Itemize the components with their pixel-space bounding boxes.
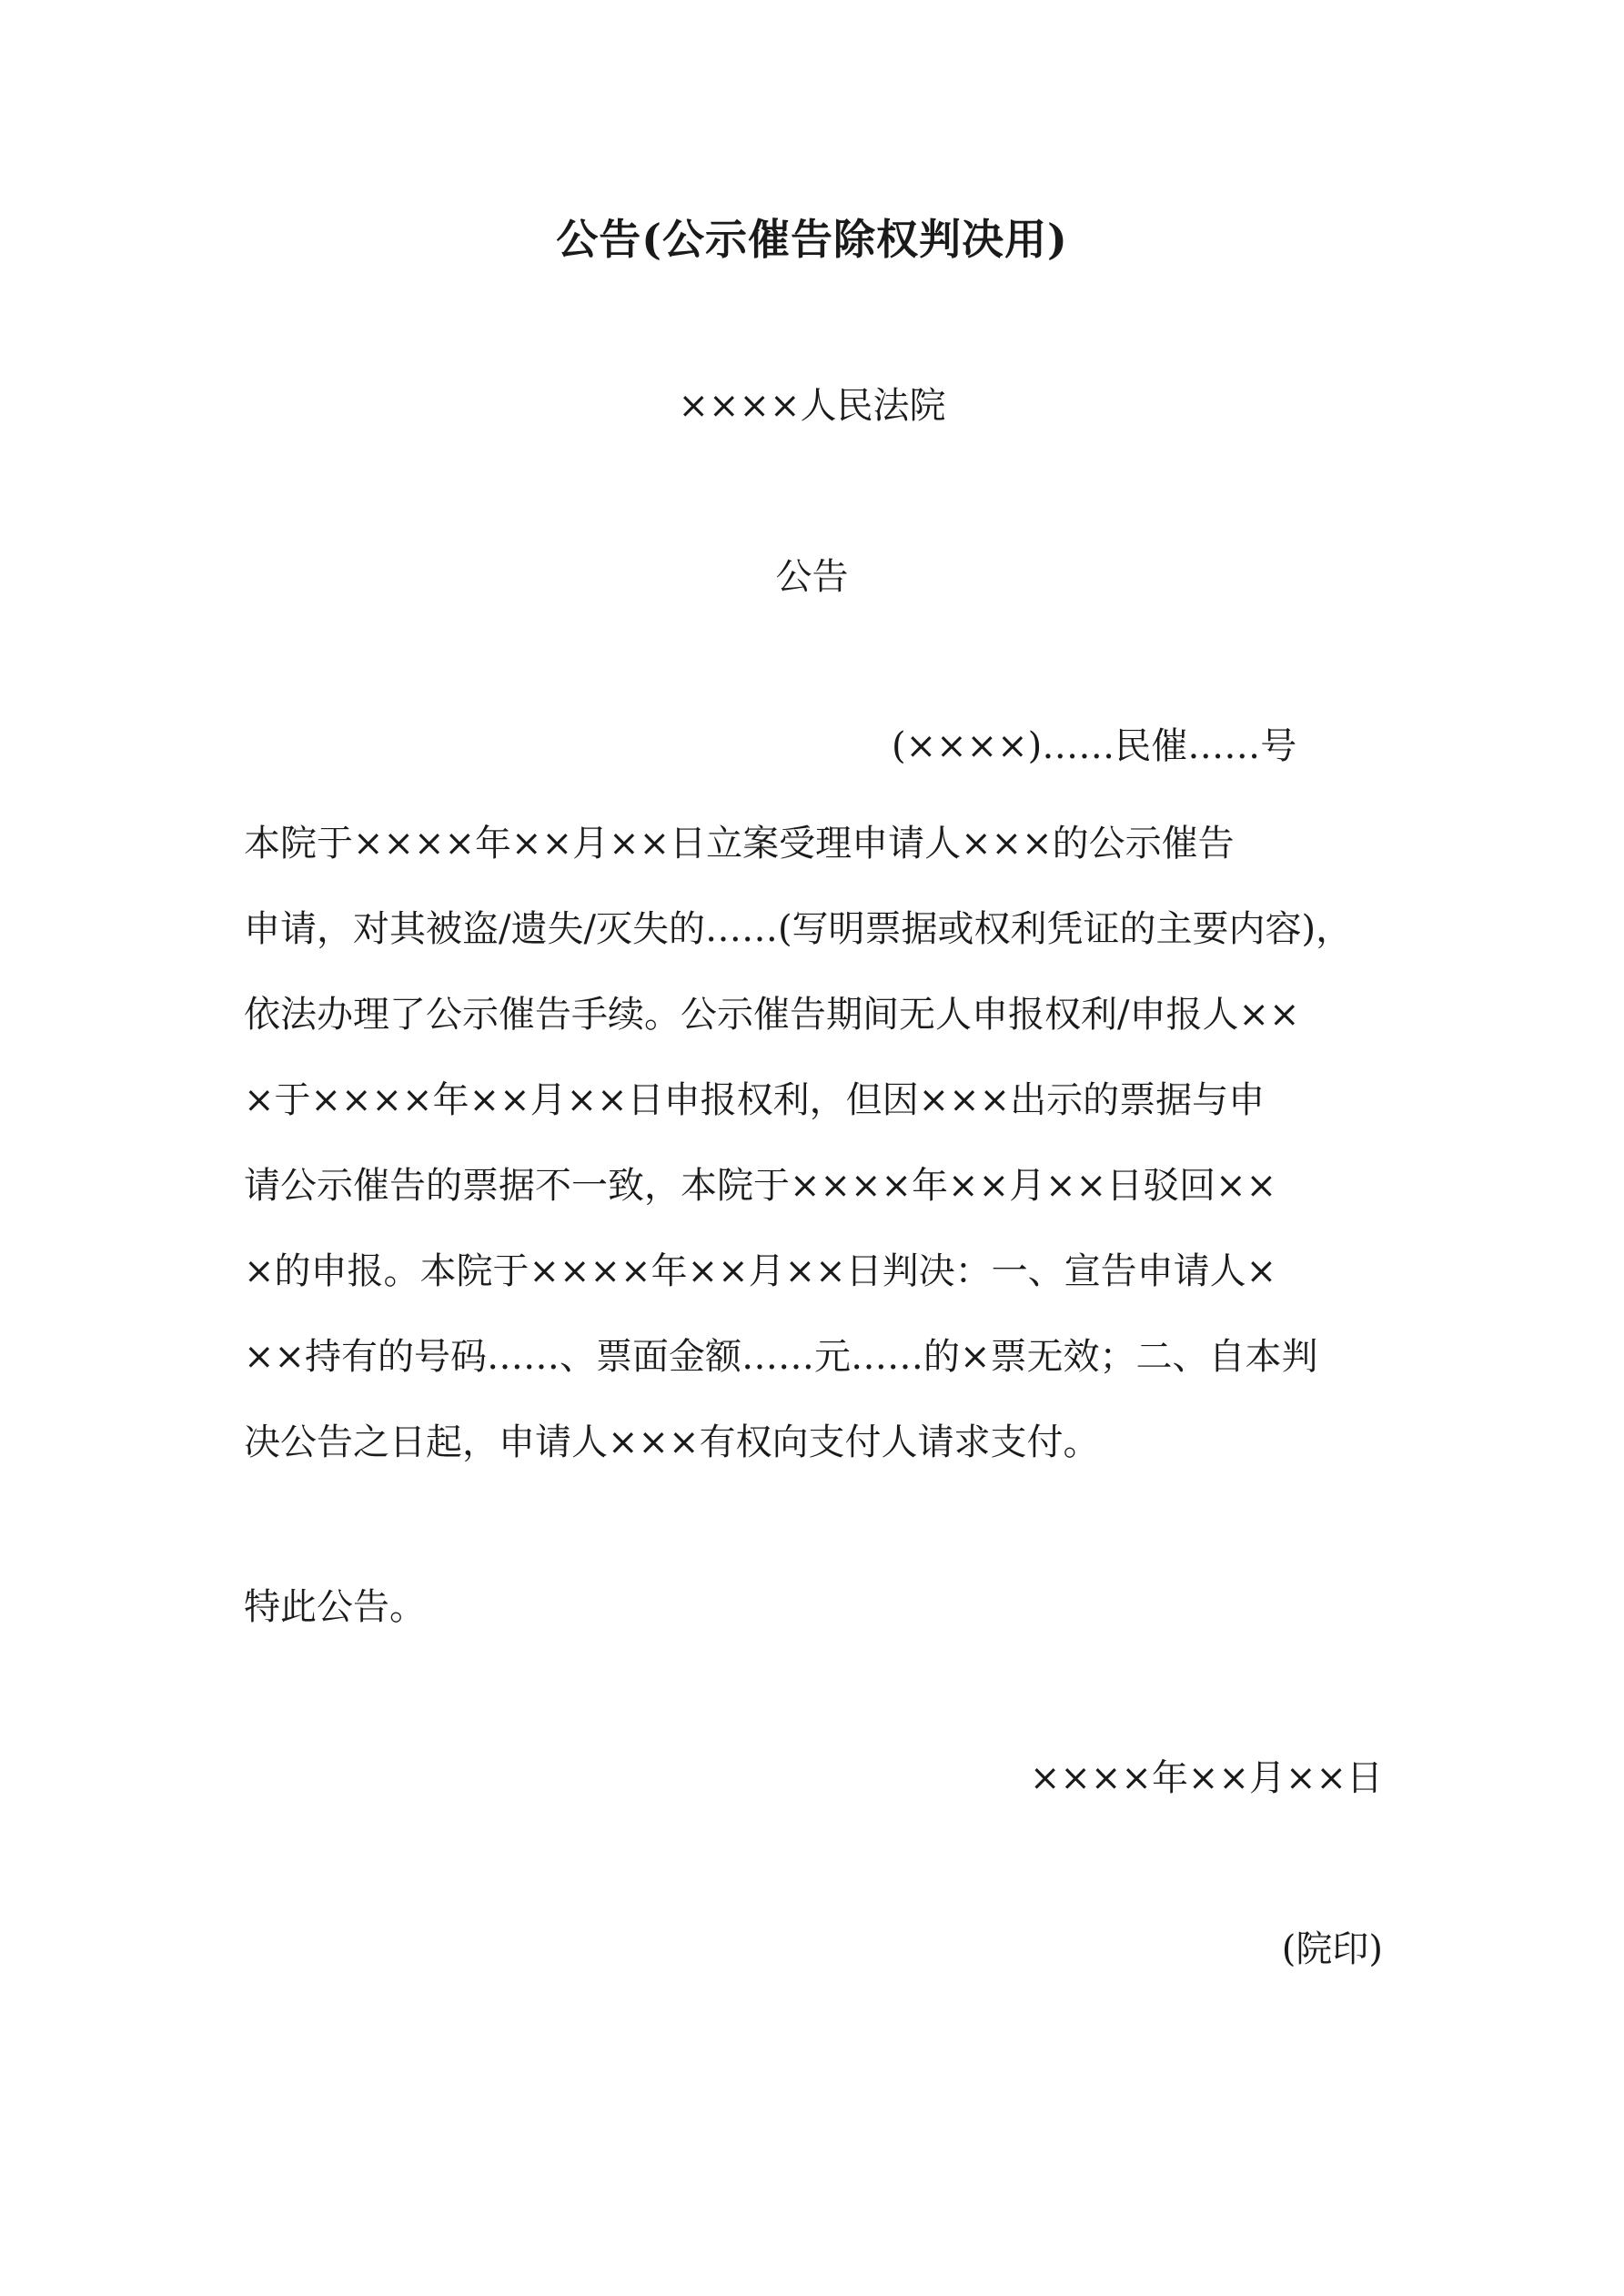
body-line: ×的申报。本院于××××年××月××日判决：一、宣告申请人×: [244, 1250, 1277, 1292]
body-line: 依法办理了公示催告手续。公示催告期间无人申报权利/申报人××: [244, 994, 1300, 1036]
notice-body: [244, 801, 1390, 1485]
notice-heading: 公告: [775, 556, 849, 598]
body-line: 申请，对其被盗/遗失/灭失的……(写明票据或权利凭证的主要内容)，: [244, 908, 1353, 950]
body-line: 请公示催告的票据不一致，本院于××××年××月××日驳回××: [244, 1165, 1277, 1207]
case-number: (××××)……民催……号: [892, 725, 1297, 767]
body-line: ×于××××年××月××日申报权利，但因×××出示的票据与申: [244, 1079, 1266, 1121]
court-name: ××××人民法院: [678, 385, 946, 427]
document-title: 公告(公示催告除权判决用): [556, 215, 1068, 264]
body-line: ××持有的号码……、票面金额……元……的×票无效；二、自本判: [244, 1336, 1318, 1378]
issue-date: ××××年××月××日: [1029, 1757, 1383, 1799]
closing-statement: 特此公告。: [244, 1586, 426, 1628]
court-seal-placeholder: (院印): [1281, 1928, 1383, 1970]
body-line: 本院于××××年××月××日立案受理申请人×××的公示催告: [244, 823, 1235, 865]
body-line: 决公告之日起，申请人×××有权向支付人请求支付。: [244, 1421, 1100, 1463]
